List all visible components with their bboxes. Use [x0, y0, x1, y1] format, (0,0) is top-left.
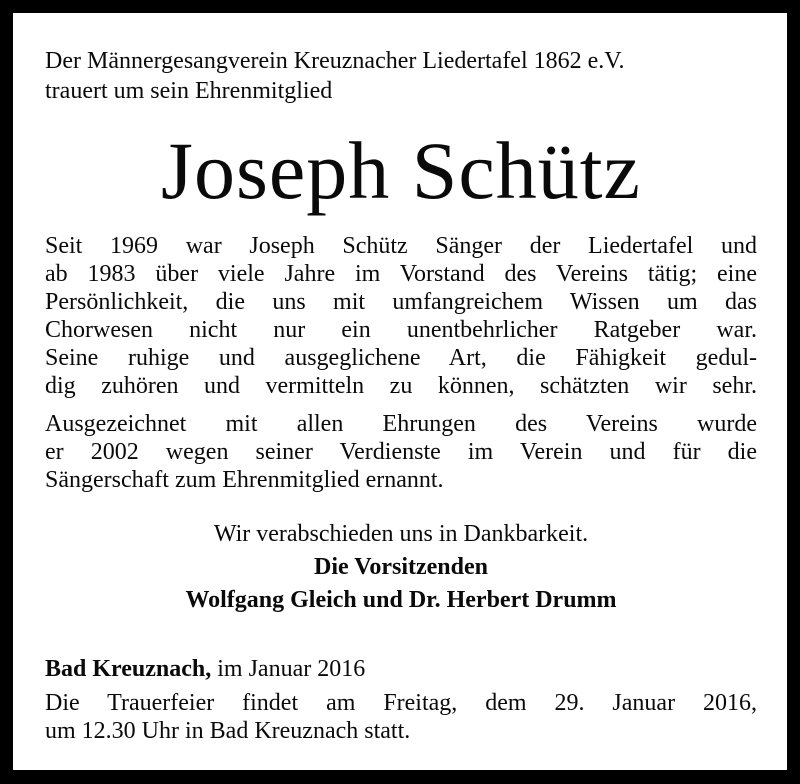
obituary-notice: [13, 13, 787, 770]
biography-paragraph: [45, 232, 757, 400]
intro-line-1: Der Männergesangverein Kreuznacher Liedertafel 1862 e.V.: [45, 48, 625, 74]
honors-paragraph: [45, 410, 757, 494]
place-date-line: [45, 655, 757, 683]
farewell-text: Wir verabschieden uns in Dankbarkeit.: [213, 521, 589, 547]
place-text: Bad Kreuznach,: [45, 656, 212, 682]
funeral-line: Die Trauerfeier findet am Freitag, dem 29. Januar 2016,: [45, 690, 757, 716]
honors-line: Sängerschaft zum Ehrenmitglied ernannt.: [45, 467, 444, 493]
intro-text: [45, 46, 757, 106]
funeral-info: [45, 689, 757, 745]
biography-line: Persönlichkeit, die uns mit umfangreichem Wissen um das: [45, 289, 757, 315]
honors-line: Ausgezeichnet mit allen Ehrungen des Vereins wurde: [45, 411, 757, 437]
biography-line: ab 1983 über viele Jahre im Vorstand des Vereins tätig; eine: [45, 261, 757, 287]
biography-line: Seit 1969 war Joseph Schütz Sänger der Liedertafel und: [45, 233, 757, 259]
biography-line: Chorwesen nicht nur ein unentbehrlicher Ratgeber war.: [45, 317, 757, 343]
biography-line: Seine ruhige und ausgeglichene Art, die Fähigkeit gedul-: [45, 345, 757, 371]
signature-role: Die Vorsitzenden: [314, 554, 488, 580]
funeral-line: um 12.30 Uhr in Bad Kreuznach statt.: [45, 718, 411, 744]
deceased-name: Joseph Schütz: [161, 125, 641, 216]
farewell-block: [45, 518, 757, 617]
intro-line-2: trauert um sein Ehrenmitglied: [45, 78, 333, 104]
honors-line: er 2002 wegen seiner Verdienste im Verein und für die: [45, 439, 757, 465]
signature-names: Wolfgang Gleich und Dr. Herbert Drumm: [185, 587, 617, 613]
biography-line: dig zuhören und vermitteln zu können, schätzten wir sehr.: [45, 373, 757, 399]
date-text: im Januar 2016: [211, 656, 366, 682]
